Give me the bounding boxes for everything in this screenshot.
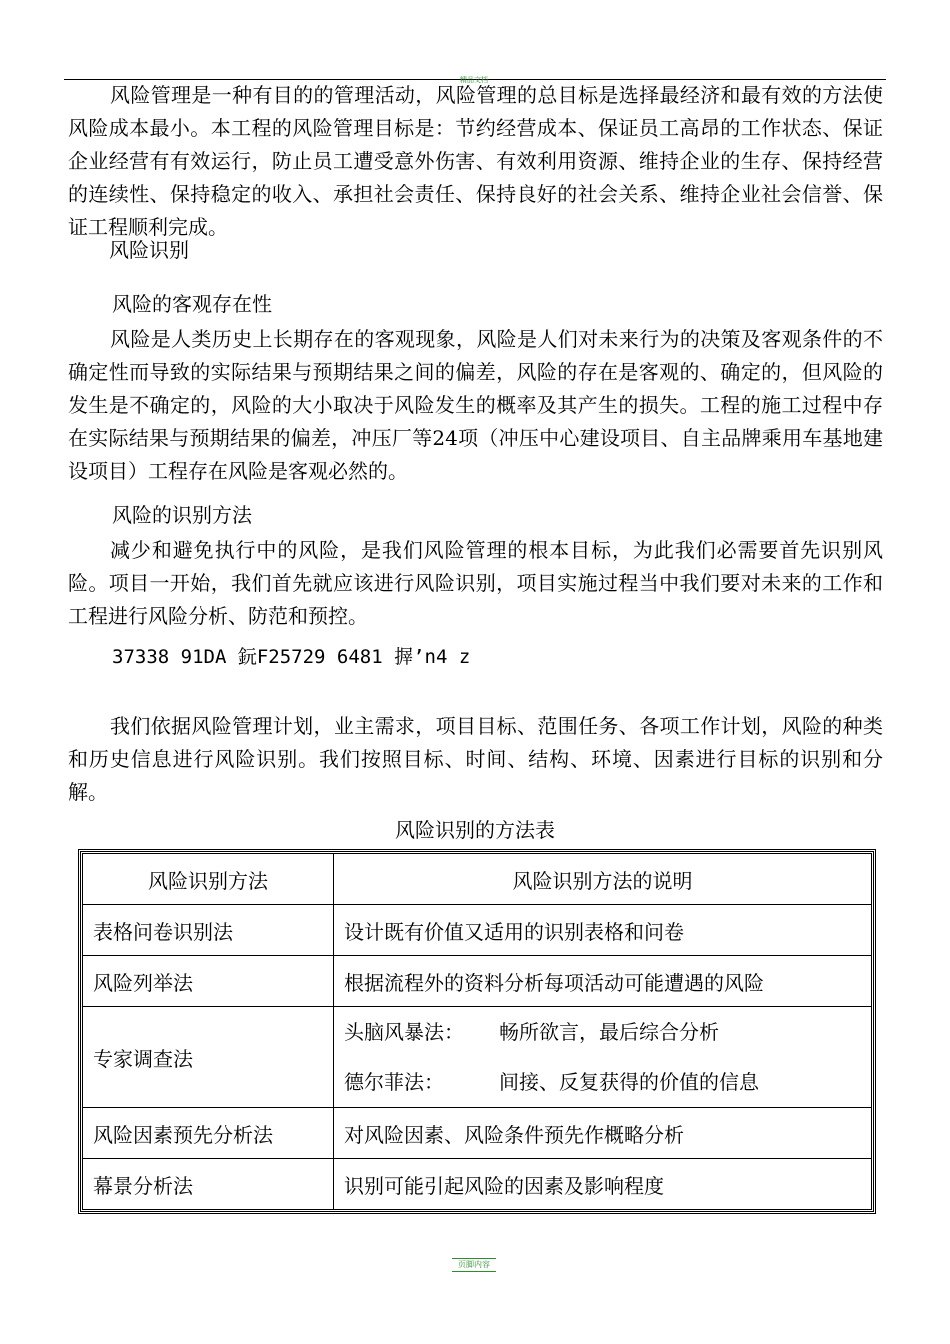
- table-header-method: 风险识别方法: [83, 854, 334, 905]
- table-cell-description: 对风险因素、风险条件预先作概略分析: [334, 1108, 872, 1159]
- header-watermark: 精品文档: [460, 76, 488, 84]
- table-cell-description: 根据流程外的资料分析每项活动可能遭遇的风险: [334, 956, 872, 1007]
- sub-method-delphi: [344, 1057, 861, 1107]
- garbled-code-line: 37338 91DA 鈨F25729 6481 搱’n4 z: [112, 646, 471, 668]
- table-cell-method: 表格问卷识别法: [83, 905, 334, 956]
- table-cell-description: 设计既有价值又适用的识别表格和问卷: [334, 905, 872, 956]
- table-header-description: 风险识别方法的说明: [334, 854, 872, 905]
- sub-method-description: 畅所欲言，最后综合分析: [499, 1020, 719, 1044]
- sub-method-name: 头脑风暴法：: [344, 1020, 464, 1044]
- footer-watermark: 页脚内容: [452, 1258, 496, 1272]
- paragraph-identification-method: 减少和避免执行中的风险，是我们风险管理的根本目标，为此我们必需要首先识别风险。项目一开始，我们首先就应该进行风险识别，项目实施过程当中我们要对未来的工作和工程进行风险分析、防范和预控。: [68, 538, 883, 628]
- paragraph-objective-existence: 风险是人类历史上长期存在的客观现象，风险是人们对未来行为的决策及客观条件的不确定性而导致的实际结果与预期结果之间的偏差，风险的存在是客观的、确定的，但风险的发生是不确定的，风险的大小取决于风险发生的概率及其产生的损失。工程的施工过程中存在实际结果与预期结果的偏差，冲压厂等24项（冲压中心建设项目、自主品牌乘用车基地建设项目）工程存在风险是客观必然的。: [68, 327, 883, 483]
- sub-method-name: 德尔菲法：: [344, 1070, 444, 1094]
- sub-method-description: 间接、反复获得的价值的信息: [499, 1070, 759, 1094]
- paragraph-risk-management: 风险管理是一种有目的的管理活动，风险管理的总目标是选择最经济和最有效的方法使风险成本最小。本工程的风险管理目标是：节约经营成本、保证员工高昂的工作状态、保证企业经营有有效运行，防止员工遭受意外伤害、有效利用资源、维持企业的生存、保持经营的连续性、保持稳定的收入、承担社会责任、保持良好的社会关系、维持企业社会信誉、保证工程顺利完成。: [68, 83, 883, 239]
- table-cell-method: 幕景分析法: [83, 1159, 334, 1210]
- heading-risk-identification: 风险识别: [109, 238, 189, 262]
- heading-identification-method: 风险的识别方法: [112, 503, 252, 527]
- table-row: [83, 1007, 872, 1108]
- table-row: [83, 1159, 872, 1210]
- heading-objective-existence: 风险的客观存在性: [112, 292, 272, 316]
- table-cell-method: 风险因素预先分析法: [83, 1108, 334, 1159]
- table-cell-method: 风险列举法: [83, 956, 334, 1007]
- table-cell-description: 识别可能引起风险的因素及影响程度: [334, 1159, 872, 1210]
- sub-method-brainstorm: [344, 1007, 861, 1057]
- table-row: [83, 905, 872, 956]
- paragraph-identification-basis: 我们依据风险管理计划，业主需求，项目目标、范围任务、各项工作计划，风险的种类和历史信息进行风险识别。我们按照目标、时间、结构、环境、因素进行目标的识别和分解。: [68, 714, 883, 804]
- table-header-row: [83, 854, 872, 905]
- table-title: 风险识别的方法表: [395, 818, 555, 842]
- table-row: [83, 956, 872, 1007]
- methods-table: [78, 849, 876, 1214]
- table-row: [83, 1108, 872, 1159]
- table-cell-method: 专家调查法: [83, 1007, 334, 1108]
- table-cell-description: [334, 1007, 872, 1108]
